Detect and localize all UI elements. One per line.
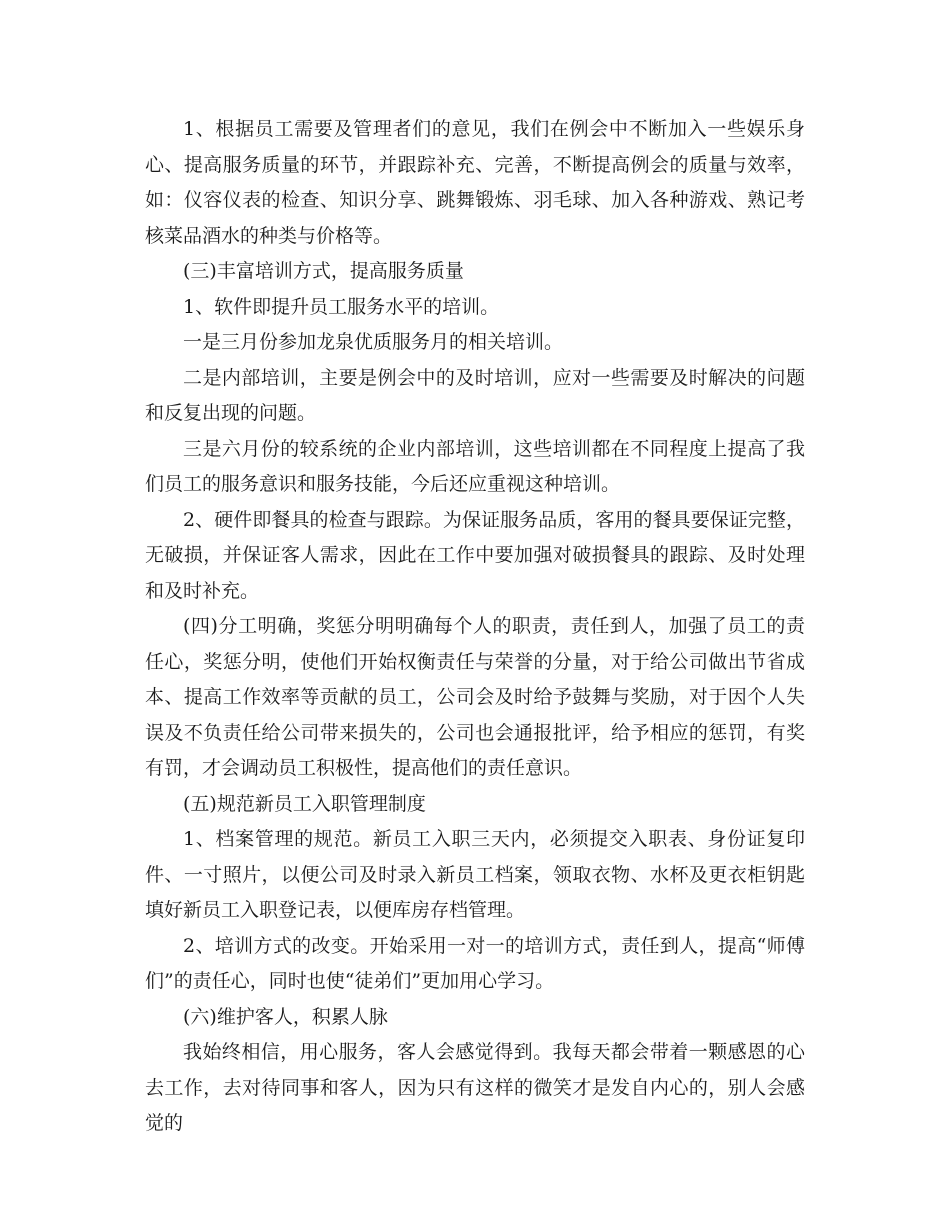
heading-maintain-customers: (六)维护客人，积累人脉 [183, 1005, 388, 1028]
paragraph-file-management: 1、档案管理的规范。新员工入职三天内，必须提交入职表、身份证复印件、一寸照片，以便公司及时录入新员工档案，领取衣物、水杯及更衣柜钥匙填好新员工入职登记表，以便库房存档管理。 [145, 828, 805, 921]
document-body [145, 112, 805, 1142]
paragraph-march-training: 一是三月份参加龙泉优质服务月的相关培训。 [183, 331, 564, 353]
paragraph-division-of-labor: (四)分工明确，奖惩分明明确每个人的职责，责任到人，加强了员工的责任心，奖惩分明，使他们开始权衡责任与荣誉的分量，对于给公司做出节省成本、提高工作效率等贡献的员工，公司会及时给予鼓舞与奖励，对于因个人失误及不负责任给公司带来损失的，公司也会通报批评，给予相应的惩罚，有奖有罚，才会调动员工积极性，提高他们的责任意识。 [145, 615, 805, 779]
paragraph-june-training: 三是六月份的较系统的企业内部培训，这些培训都在不同程度上提高了我们员工的服务意识和服务技能，今后还应重视这种培训。 [145, 437, 805, 495]
paragraph-training-change: 2、培训方式的改变。开始采用一对一的培训方式，责任到人，提高“师傅们”的责任心，同时也使“徒弟们”更加用心学习。 [145, 934, 805, 992]
paragraph-hardware-tableware: 2、硬件即餐具的检查与跟踪。为保证服务品质，客用的餐具要保证完整，无破损，并保证客人需求，因此在工作中要加强对破损餐具的跟踪、及时处理和及时补充。 [145, 508, 805, 602]
paragraph-meeting-improvements: 1、根据员工需要及管理者们的意见，我们在例会中不断加入一些娱乐身心、提高服务质量的环节，并跟踪补充、完善，不断提高例会的质量与效率，如：仪容仪表的检查、知识分享、跳舞锻炼、羽毛球、加入各种游戏、熟记考核菜品酒水的种类与价格等。 [145, 118, 805, 247]
paragraph-software-training: 1、软件即提升员工服务水平的培训。 [183, 295, 500, 318]
heading-training-methods: (三)丰富培训方式，提高服务质量 [183, 260, 464, 282]
paragraph-internal-training: 二是内部培训，主要是例会中的及时培训，应对一些需要及时解决的问题和反复出现的问题。 [145, 366, 805, 424]
heading-new-employee-onboarding: (五)规范新员工入职管理制度 [183, 792, 426, 815]
paragraph-attentive-service: 我始终相信，用心服务，客人会感觉得到。我每天都会带着一颗感恩的心去工作，去对待同事和客人，因为只有这样的微笑才是发自内心的，别人会感觉的 [145, 1041, 805, 1134]
